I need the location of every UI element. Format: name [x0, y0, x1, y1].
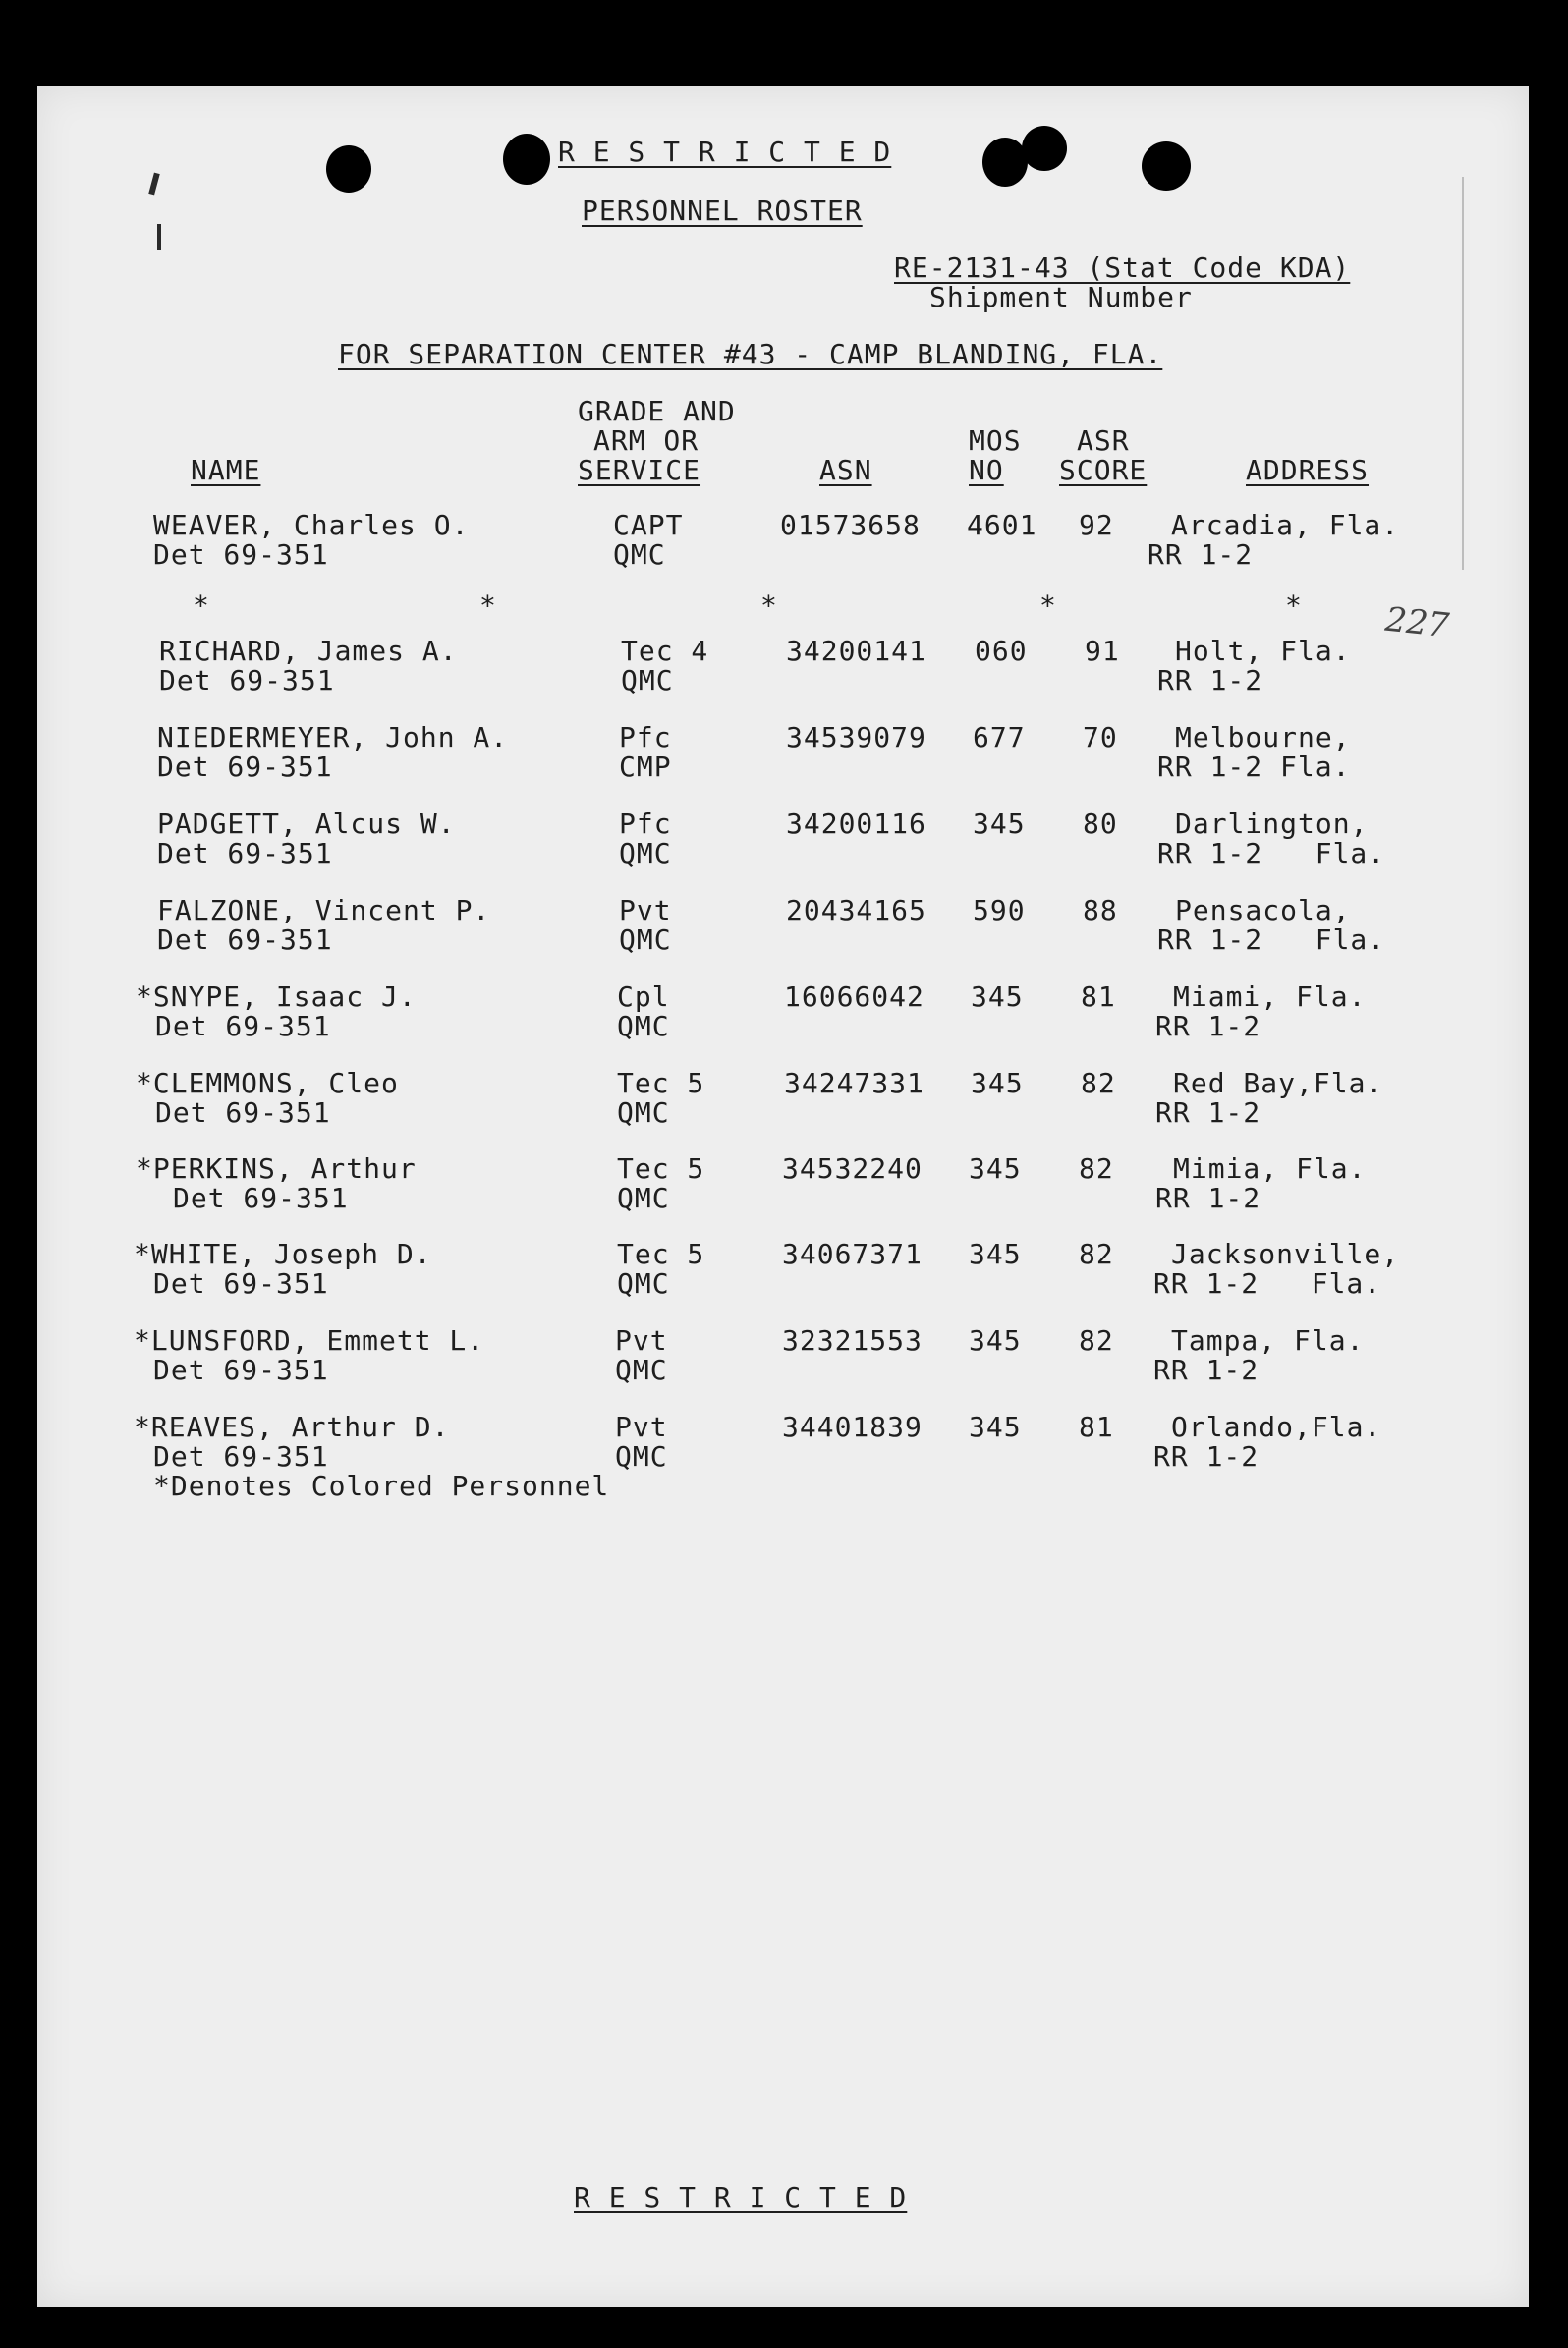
row-address: RR 1-2	[1155, 1096, 1261, 1129]
row-detachment: Det 69-351	[153, 1354, 329, 1386]
row-address: Red Bay,Fla.	[1173, 1067, 1384, 1099]
row-address: Holt, Fla.	[1175, 635, 1351, 667]
punch-hole	[1022, 126, 1067, 171]
row-address: Melbourne,	[1175, 721, 1351, 754]
column-header-mos: NO	[969, 454, 1004, 486]
row-grade: Pvt	[619, 894, 672, 926]
row-service: CMP	[619, 751, 672, 783]
row-name: *PERKINS, Arthur	[136, 1152, 417, 1185]
row-address: Arcadia, Fla.	[1171, 509, 1400, 541]
row-mos: 060	[975, 635, 1028, 667]
row-service: QMC	[617, 1182, 670, 1214]
column-header-mos: MOS	[969, 424, 1022, 457]
row-name: PADGETT, Alcus W.	[157, 808, 456, 840]
row-address: Tampa, Fla.	[1171, 1324, 1365, 1357]
column-header-asn: ASN	[819, 454, 872, 486]
row-mos: 345	[971, 980, 1024, 1013]
row-detachment: Det 69-351	[157, 751, 333, 783]
row-asn: 32321553	[782, 1324, 923, 1357]
separator-mark: *	[1285, 589, 1303, 622]
row-detachment: Det 69-351	[155, 1096, 331, 1129]
column-header-address: ADDRESS	[1246, 454, 1370, 486]
row-asn: 34532240	[782, 1152, 923, 1185]
row-asr-score: 91	[1085, 635, 1120, 667]
punch-hole	[326, 145, 371, 193]
row-detachment: Det 69-351	[153, 1267, 329, 1300]
row-grade: Pfc	[619, 808, 672, 840]
row-name: *LUNSFORD, Emmett L.	[134, 1324, 485, 1357]
row-asr-score: 81	[1081, 980, 1116, 1013]
row-detachment: Det 69-351	[155, 1010, 331, 1042]
row-name: RICHARD, James A.	[159, 635, 458, 667]
row-address: Mimia, Fla.	[1173, 1152, 1367, 1185]
row-address: RR 1-2 Fla.	[1157, 751, 1351, 783]
column-header-asr: ASR	[1077, 424, 1130, 457]
column-header-name: NAME	[191, 454, 261, 486]
row-name: WEAVER, Charles O.	[153, 509, 470, 541]
row-mos: 345	[969, 1238, 1022, 1270]
punch-hole	[1142, 141, 1191, 191]
row-address: RR 1-2 Fla.	[1157, 837, 1386, 869]
row-asr-score: 70	[1083, 721, 1118, 754]
row-asr-score: 82	[1079, 1152, 1114, 1185]
row-grade: Tec 5	[617, 1238, 705, 1270]
row-address: Darlington,	[1175, 808, 1369, 840]
row-address: Orlando,Fla.	[1171, 1411, 1382, 1443]
row-name: *WHITE, Joseph D.	[134, 1238, 432, 1270]
column-header-asr: SCORE	[1059, 454, 1148, 486]
row-mos: 345	[969, 1411, 1022, 1443]
row-service: QMC	[617, 1096, 670, 1129]
classification-bottom: R E S T R I C T E D	[574, 2181, 908, 2213]
row-detachment: Det 69-351	[159, 664, 335, 697]
row-service: QMC	[621, 664, 674, 697]
row-service: QMC	[615, 1440, 668, 1473]
row-grade: Tec 5	[617, 1067, 705, 1099]
footnote: *Denotes Colored Personnel	[153, 1470, 610, 1502]
row-asn: 16066042	[784, 980, 924, 1013]
row-address: RR 1-2	[1153, 1354, 1260, 1386]
row-mos: 345	[971, 1067, 1024, 1099]
row-asn: 01573658	[780, 509, 921, 541]
row-asr-score: 81	[1079, 1411, 1114, 1443]
row-name: *REAVES, Arthur D.	[134, 1411, 450, 1443]
row-grade: Pvt	[615, 1324, 668, 1357]
row-service: QMC	[619, 837, 672, 869]
row-asn: 34067371	[782, 1238, 923, 1270]
row-address: RR 1-2	[1148, 538, 1254, 571]
row-address: Miami, Fla.	[1173, 980, 1367, 1013]
row-grade: Tec 5	[617, 1152, 705, 1185]
row-service: QMC	[613, 538, 666, 571]
row-asn: 34200116	[786, 808, 926, 840]
handwritten-page-number: 227	[1383, 599, 1451, 646]
row-asn: 34401839	[782, 1411, 923, 1443]
stray-mark	[157, 224, 161, 250]
row-grade: Pvt	[615, 1411, 668, 1443]
separator-mark: *	[193, 589, 210, 622]
row-asr-score: 82	[1079, 1238, 1114, 1270]
row-mos: 590	[973, 894, 1026, 926]
row-address: RR 1-2 Fla.	[1157, 923, 1386, 956]
row-asn: 34200141	[786, 635, 926, 667]
shipment-number-label: Shipment Number	[929, 281, 1193, 313]
row-detachment: Det 69-351	[153, 538, 329, 571]
punch-hole	[982, 138, 1028, 187]
stray-mark	[1462, 177, 1464, 570]
column-header-grade: SERVICE	[578, 454, 701, 486]
separator-mark: *	[1039, 589, 1057, 622]
classification-top: R E S T R I C T E D	[558, 136, 892, 168]
row-asr-score: 80	[1083, 808, 1118, 840]
row-address: RR 1-2	[1153, 1440, 1260, 1473]
destination-heading: FOR SEPARATION CENTER #43 - CAMP BLANDING, FLA.	[338, 338, 1163, 370]
separator-mark: *	[479, 589, 497, 622]
row-service: QMC	[615, 1354, 668, 1386]
row-grade: Cpl	[617, 980, 670, 1013]
separator-mark: *	[760, 589, 778, 622]
row-service: QMC	[617, 1267, 670, 1300]
column-header-grade: ARM OR	[593, 424, 700, 457]
column-header-grade: GRADE AND	[578, 395, 736, 427]
row-asr-score: 92	[1079, 509, 1114, 541]
row-grade: Pfc	[619, 721, 672, 754]
row-asr-score: 82	[1081, 1067, 1116, 1099]
row-address: Pensacola,	[1175, 894, 1351, 926]
row-mos: 4601	[967, 509, 1037, 541]
row-name: *SNYPE, Isaac J.	[136, 980, 417, 1013]
row-address: Jacksonville,	[1171, 1238, 1400, 1270]
row-asr-score: 88	[1083, 894, 1118, 926]
punch-hole	[503, 134, 550, 185]
row-address: RR 1-2	[1157, 664, 1263, 697]
row-asr-score: 82	[1079, 1324, 1114, 1357]
shipment-number: RE-2131-43 (Stat Code KDA)	[894, 252, 1351, 284]
row-name: *CLEMMONS, Cleo	[136, 1067, 399, 1099]
row-service: QMC	[617, 1010, 670, 1042]
row-address: RR 1-2	[1155, 1010, 1261, 1042]
row-address: RR 1-2	[1155, 1182, 1261, 1214]
row-address: RR 1-2 Fla.	[1153, 1267, 1382, 1300]
row-mos: 345	[969, 1324, 1022, 1357]
row-detachment: Det 69-351	[173, 1182, 349, 1214]
row-asn: 20434165	[786, 894, 926, 926]
row-grade: CAPT	[613, 509, 684, 541]
row-name: FALZONE, Vincent P.	[157, 894, 491, 926]
row-detachment: Det 69-351	[153, 1440, 329, 1473]
row-detachment: Det 69-351	[157, 837, 333, 869]
row-mos: 677	[973, 721, 1026, 754]
row-mos: 345	[969, 1152, 1022, 1185]
document-title: PERSONNEL ROSTER	[582, 195, 863, 227]
row-mos: 345	[973, 808, 1026, 840]
row-grade: Tec 4	[621, 635, 709, 667]
row-service: QMC	[619, 923, 672, 956]
row-name: NIEDERMEYER, John A.	[157, 721, 509, 754]
row-asn: 34539079	[786, 721, 926, 754]
row-asn: 34247331	[784, 1067, 924, 1099]
row-detachment: Det 69-351	[157, 923, 333, 956]
